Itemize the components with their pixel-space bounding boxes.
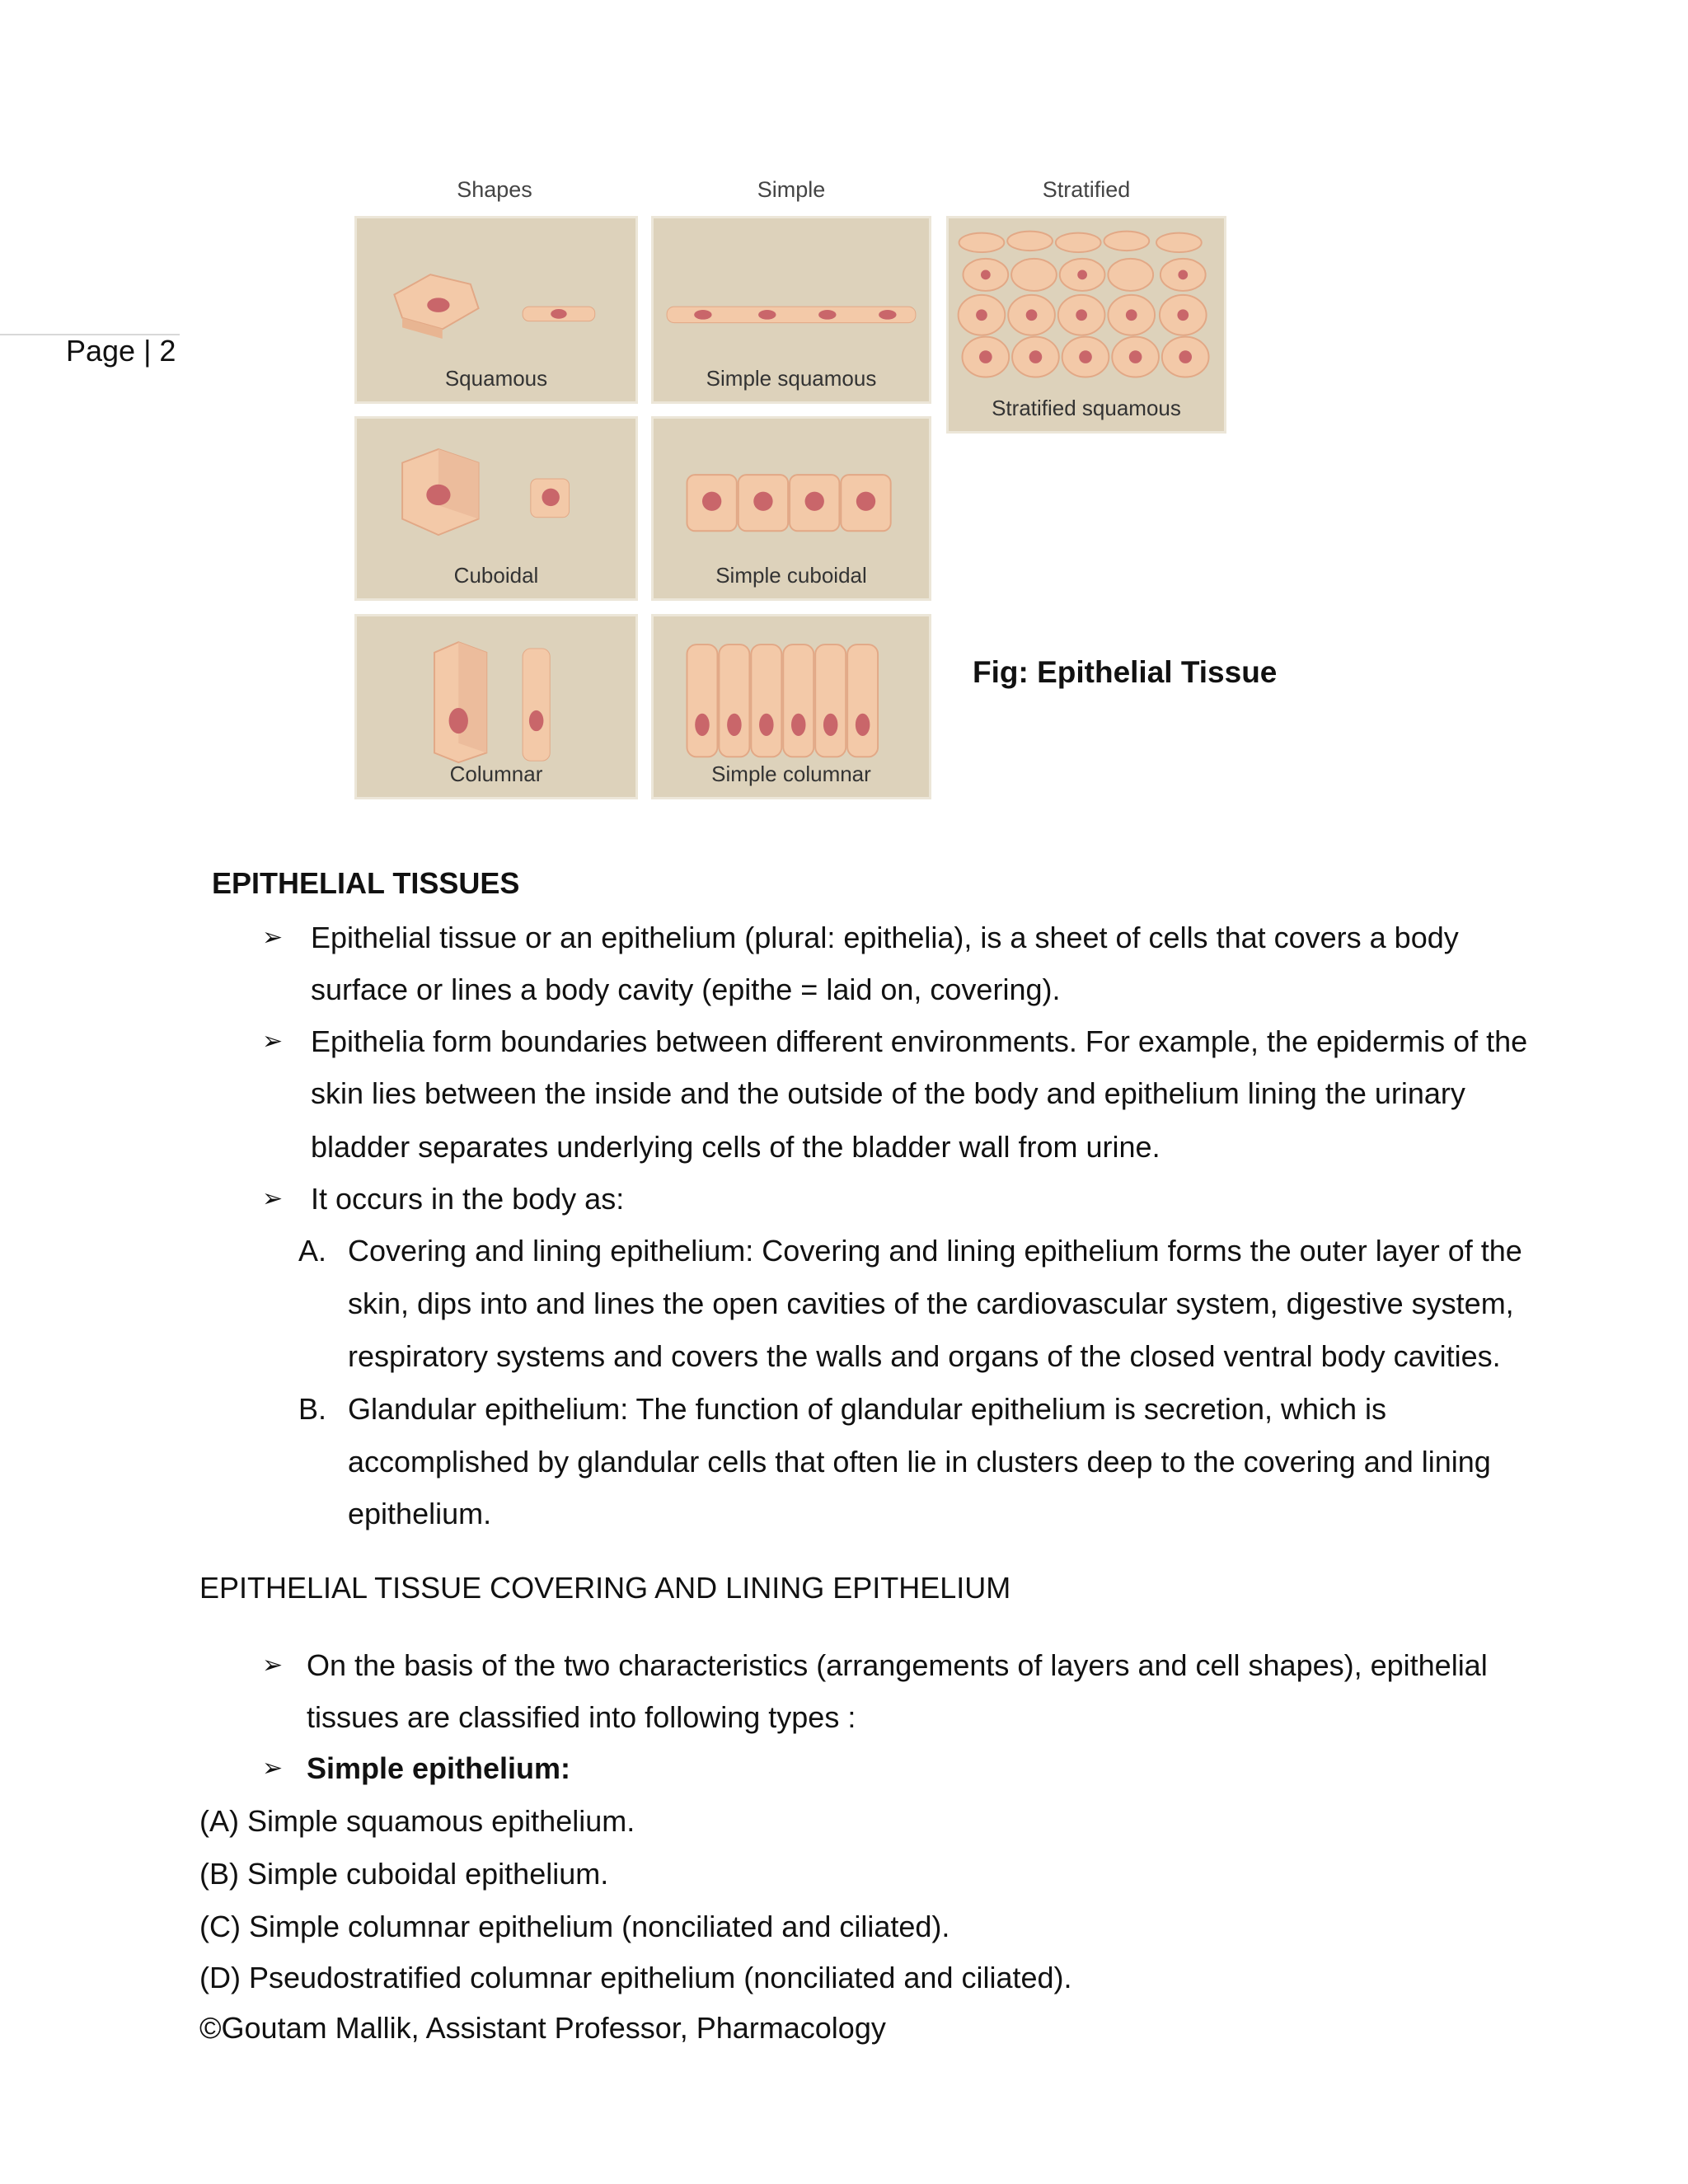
- panel-simple-squamous: [651, 216, 931, 404]
- label-simple-cuboidal: Simple cuboidal: [715, 563, 867, 588]
- panel-simple-columnar: [651, 614, 931, 799]
- footer-copyright: ©Goutam Mallik, Assistant Professor, Pharmacology: [199, 2011, 886, 2045]
- label-simple-squamous: Simple squamous: [706, 366, 877, 391]
- bullet-arrow-icon: ➢: [262, 1755, 284, 1782]
- bullet-arrow-icon: ➢: [262, 1185, 284, 1212]
- type-item: (B) Simple cuboidal epithelium.: [199, 1857, 609, 1891]
- label-columnar: Columnar: [449, 762, 543, 786]
- list-item-text-line: Glandular epithelium: The function of glandular epithelium is secretion, which is: [348, 1392, 1387, 1426]
- list-marker: A.: [298, 1234, 327, 1268]
- subheading-simple-epithelium: Simple epithelium:: [307, 1751, 571, 1785]
- label-squamous: Squamous: [444, 366, 548, 391]
- panel-stratified-squamous: [946, 216, 1226, 434]
- column-header-stratified: Stratified: [1042, 177, 1131, 202]
- bullet-arrow-icon: ➢: [262, 924, 284, 951]
- page-number: Page | 2: [66, 334, 176, 368]
- bullet-arrow-icon: ➢: [262, 1652, 284, 1679]
- panel-cuboidal: [354, 416, 638, 601]
- label-simple-columnar: Simple columnar: [711, 762, 871, 786]
- column-header-simple: Simple: [757, 177, 826, 202]
- type-item: (D) Pseudostratified columnar epithelium (nonciliated and ciliated).: [199, 1961, 1072, 1994]
- list-item-text-line: Covering and lining epithelium: Covering and lining epithelium forms the outer layer of the: [348, 1234, 1522, 1268]
- bullet-text-line: surface or lines a body cavity (epithe = laid on, covering).: [311, 972, 1061, 1006]
- list-item-text-line: respiratory systems and covers the walls and organs of the closed ventral body cavities.: [348, 1339, 1501, 1373]
- label-stratified-squamous: Stratified squamous: [992, 396, 1181, 420]
- section-heading-epithelial-tissues: EPITHELIAL TISSUES: [212, 866, 520, 900]
- list-item-text-line: skin, dips into and lines the open cavities of the cardiovascular system, digestive system,: [348, 1286, 1514, 1320]
- label-cuboidal: Cuboidal: [453, 563, 539, 588]
- bullet-arrow-icon: ➢: [262, 1028, 284, 1055]
- bullet-text-line: Epithelia form boundaries between different environments. For example, the epidermis of the: [311, 1024, 1528, 1058]
- bullet-text-line: skin lies between the inside and the outside of the body and epithelium lining the urinary: [311, 1076, 1465, 1110]
- bullet-text-line: It occurs in the body as:: [311, 1182, 625, 1216]
- panel-squamous: [354, 216, 638, 404]
- type-item: (A) Simple squamous epithelium.: [199, 1804, 635, 1838]
- section-heading-covering-lining: EPITHELIAL TISSUE COVERING AND LINING EPITHELIUM: [199, 1571, 1011, 1605]
- type-item: (C) Simple columnar epithelium (nonciliated and ciliated).: [199, 1910, 950, 1943]
- panel-columnar: [354, 614, 638, 799]
- column-header-shapes: Shapes: [457, 177, 532, 202]
- list-item-text-line: accomplished by glandular cells that often lie in clusters deep to the covering and lining: [348, 1445, 1491, 1479]
- figure-caption: Fig: Epithelial Tissue: [973, 655, 1278, 689]
- bullet-text-line: Epithelial tissue or an epithelium (plural: epithelia), is a sheet of cells that covers a body: [311, 921, 1459, 954]
- list-item-text-line: epithelium.: [348, 1497, 492, 1530]
- bullet-text-line: bladder separates underlying cells of the bladder wall from urine.: [311, 1130, 1160, 1164]
- panel-simple-cuboidal: [651, 416, 931, 601]
- list-marker: B.: [298, 1392, 327, 1426]
- bullet-text-line: On the basis of the two characteristics (arrangements of layers and cell shapes), epithelial: [307, 1648, 1488, 1682]
- bullet-text-line: tissues are classified into following types :: [307, 1700, 856, 1734]
